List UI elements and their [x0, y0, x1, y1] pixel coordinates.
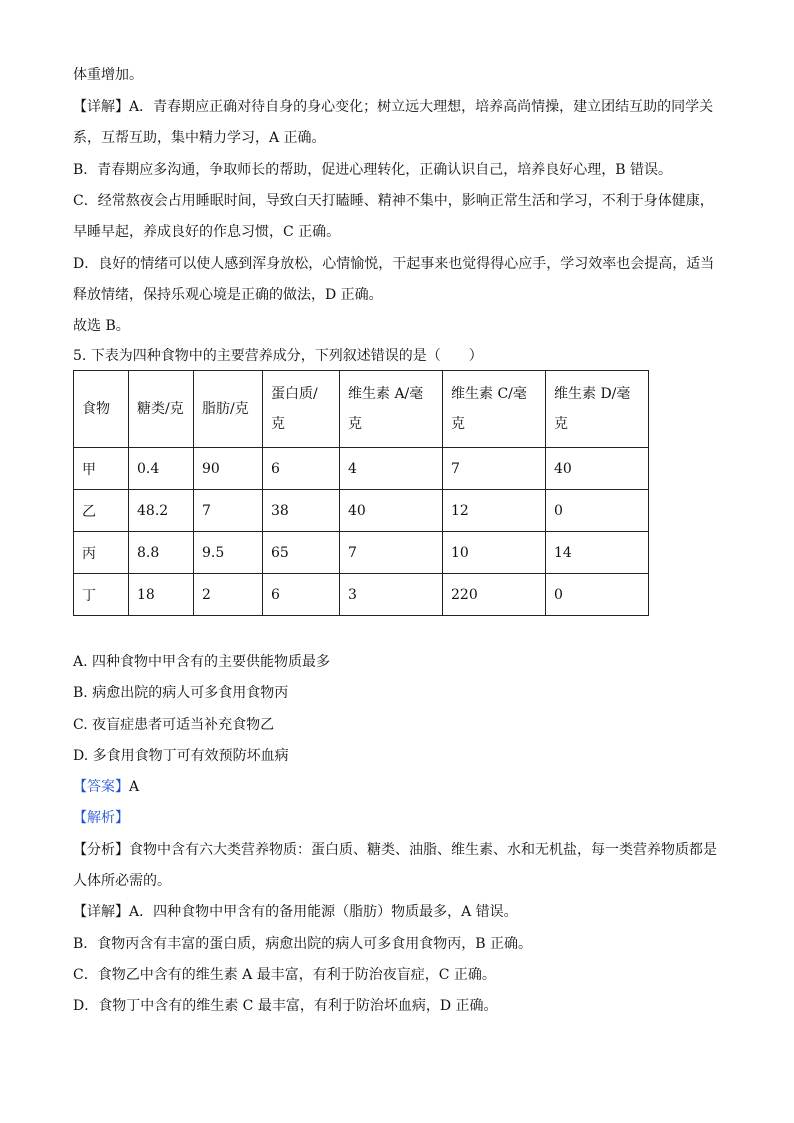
table-row — [74, 490, 649, 532]
table-row — [74, 448, 649, 490]
table-header-cell: 蛋白质/克 — [263, 371, 340, 448]
table-cell: 9.5 — [194, 532, 263, 574]
text-line: 【详解】A．四种食物中甲含有的备用能源（脂肪）物质最多，A 错误。 — [73, 904, 518, 920]
text-line: C．食物乙中含有的维生素 A 最丰富，有利于防治夜盲症，C 正确。 — [73, 967, 496, 983]
table-cell: 7 — [443, 448, 546, 490]
table-cell: 3 — [340, 574, 443, 616]
table-cell: 0 — [546, 574, 649, 616]
table-cell: 18 — [129, 574, 194, 616]
table-cell: 0.4 — [129, 448, 194, 490]
table-cell: 48.2 — [129, 490, 194, 532]
table-row — [74, 532, 649, 574]
table-cell: 7 — [194, 490, 263, 532]
table-cell: 10 — [443, 532, 546, 574]
table-cell: 甲 — [74, 448, 129, 490]
table-header-cell: 糖类/克 — [129, 371, 194, 448]
table-header-cell: 维生素 D/毫克 — [546, 371, 649, 448]
text-line: 体重增加。 — [73, 67, 143, 83]
question-stem: 5. 下表为四种食物中的主要营养成分，下列叙述错误的是（ ） — [73, 348, 483, 364]
option-a: A. 四种食物中甲含有的主要供能物质最多 — [73, 654, 331, 670]
text-line: C．经常熬夜会占用睡眠时间，导致白天打瞌睡、精神不集中，影响正常生活和学习，不利于身体健康， — [73, 193, 714, 209]
table-header-row — [74, 371, 649, 448]
text-line: 释放情绪，保持乐观心境是正确的做法，D 正确。 — [73, 287, 383, 303]
table-header-cell: 脂肪/克 — [194, 371, 263, 448]
answer-label: 【答案】 — [73, 779, 129, 795]
text-line: 【详解】A．青春期应正确对待自身的身心变化；树立远大理想，培养高尚情操，建立团结互助的同学关 — [73, 99, 714, 115]
text-line: 【分析】食物中含有六大类营养物质：蛋白质、糖类、油脂、维生素、水和无机盐，每一类营养物质都是 — [73, 842, 717, 858]
table-cell: 4 — [340, 448, 443, 490]
table-cell: 8.8 — [129, 532, 194, 574]
table-cell: 丙 — [74, 532, 129, 574]
table-cell: 65 — [263, 532, 340, 574]
option-d: D. 多食用食物丁可有效预防坏血病 — [73, 748, 289, 764]
answer-value: A — [129, 779, 140, 795]
table-cell: 7 — [340, 532, 443, 574]
text-line: 早睡早起，养成良好的作息习惯，C 正确。 — [73, 224, 341, 240]
table-header-cell: 维生素 A/毫克 — [340, 371, 443, 448]
table-cell: 6 — [263, 574, 340, 616]
table-cell: 38 — [263, 490, 340, 532]
text-line: B．青春期应多沟通，争取师长的帮助，促进心理转化，正确认识自己，培养良好心理，B 错误。 — [73, 162, 673, 178]
table-cell: 12 — [443, 490, 546, 532]
text-line: D．食物丁中含有的维生素 C 最丰富，有利于防治坏血病，D 正确。 — [73, 998, 498, 1014]
table-cell: 乙 — [74, 490, 129, 532]
option-c: C. 夜盲症患者可适当补充食物乙 — [73, 717, 275, 733]
table-cell: 90 — [194, 448, 263, 490]
text-line: D．良好的情绪可以使人感到浑身放松，心情愉悦，干起事来也觉得得心应手，学习效率也会提高，适当 — [73, 256, 715, 272]
option-b: B. 病愈出院的病人可多食用食物丙 — [73, 685, 289, 701]
table-row — [74, 574, 649, 616]
table-header-cell: 维生素 C/毫克 — [443, 371, 546, 448]
analysis-label: 【解析】 — [73, 810, 129, 826]
nutrition-table — [73, 370, 649, 616]
table-header-cell: 食物 — [74, 371, 129, 448]
table-cell: 40 — [340, 490, 443, 532]
text-line: 故选 B。 — [73, 318, 130, 334]
table-cell: 2 — [194, 574, 263, 616]
table-cell: 220 — [443, 574, 546, 616]
answer-line — [73, 777, 724, 797]
table-cell: 6 — [263, 448, 340, 490]
text-line: 人体所必需的。 — [73, 873, 171, 889]
table-cell: 丁 — [74, 574, 129, 616]
text-line: B．食物丙含有丰富的蛋白质，病愈出院的病人可多食用食物丙，B 正确。 — [73, 936, 533, 952]
table-cell: 0 — [546, 490, 649, 532]
text-line: 系，互帮互助，集中精力学习，A 正确。 — [73, 130, 326, 146]
table-cell: 14 — [546, 532, 649, 574]
table-cell: 40 — [546, 448, 649, 490]
